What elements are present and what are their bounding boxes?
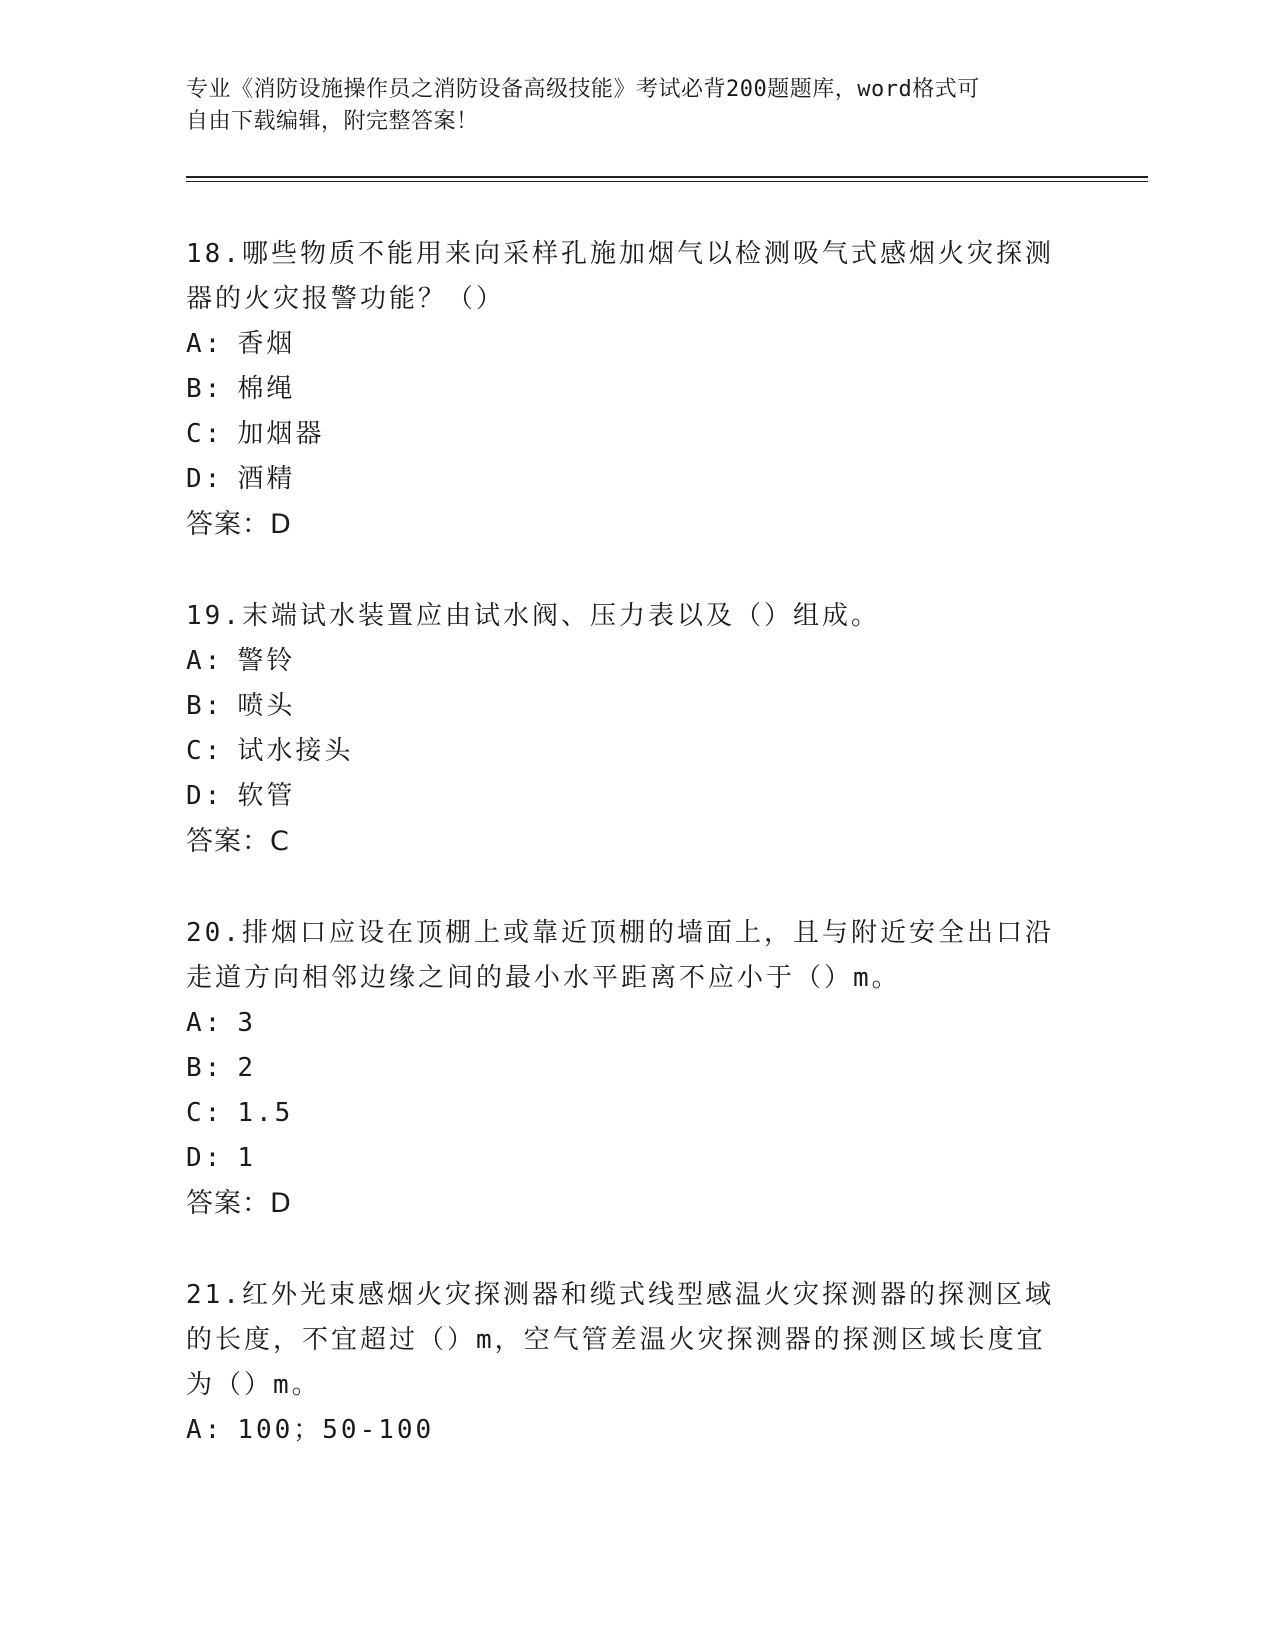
header-line-1: 专业《消防设施操作员之消防设备高级技能》考试必背200题题库，word格式可 <box>186 77 980 102</box>
question-text: 19.末端试水装置应由试水阀、压力表以及（）组成。 <box>186 601 880 631</box>
option-b: B: 2 <box>186 1053 256 1083</box>
document-header <box>186 74 1066 138</box>
question-21 <box>186 1273 1066 1453</box>
option-c: C: 1.5 <box>186 1098 294 1128</box>
option-b: B: 喷头 <box>186 691 296 721</box>
option-d: D: 酒精 <box>186 464 296 494</box>
answer-label: 答案：D <box>186 509 292 540</box>
question-text: 18.哪些物质不能用来向采样孔施加烟气以检测吸气式感烟火灾探测器的火灾报警功能？（） <box>186 239 1054 314</box>
option-c: C: 加烟器 <box>186 419 325 449</box>
answer-label: 答案：D <box>186 1188 292 1219</box>
option-a: A: 3 <box>186 1008 256 1038</box>
header-divider-thin <box>186 181 1148 182</box>
question-text: 20.排烟口应设在顶棚上或靠近顶棚的墙面上，且与附近安全出口沿走道方向相邻边缘之间的最小水平距离不应小于（）m。 <box>186 918 1054 993</box>
option-c: C: 试水接头 <box>186 736 354 766</box>
header-line-2: 自由下载编辑，附完整答案！ <box>186 109 479 134</box>
option-a: A: 香烟 <box>186 329 296 359</box>
option-a: A: 警铃 <box>186 646 296 676</box>
question-text: 21.红外光束感烟火灾探测器和缆式线型感温火灾探测器的探测区域的长度，不宜超过（）m，空气管差温火灾探测器的探测区域长度宜为（）m。 <box>186 1280 1054 1400</box>
header-divider-thick <box>186 176 1148 178</box>
answer-label: 答案：C <box>186 826 290 857</box>
option-b: B: 棉绳 <box>186 374 296 404</box>
question-19 <box>186 594 1066 864</box>
question-20 <box>186 911 1066 1226</box>
option-a: A: 100；50-100 <box>186 1415 435 1445</box>
question-18 <box>186 232 1066 547</box>
option-d: D: 1 <box>186 1143 256 1173</box>
option-d: D: 软管 <box>186 781 296 811</box>
